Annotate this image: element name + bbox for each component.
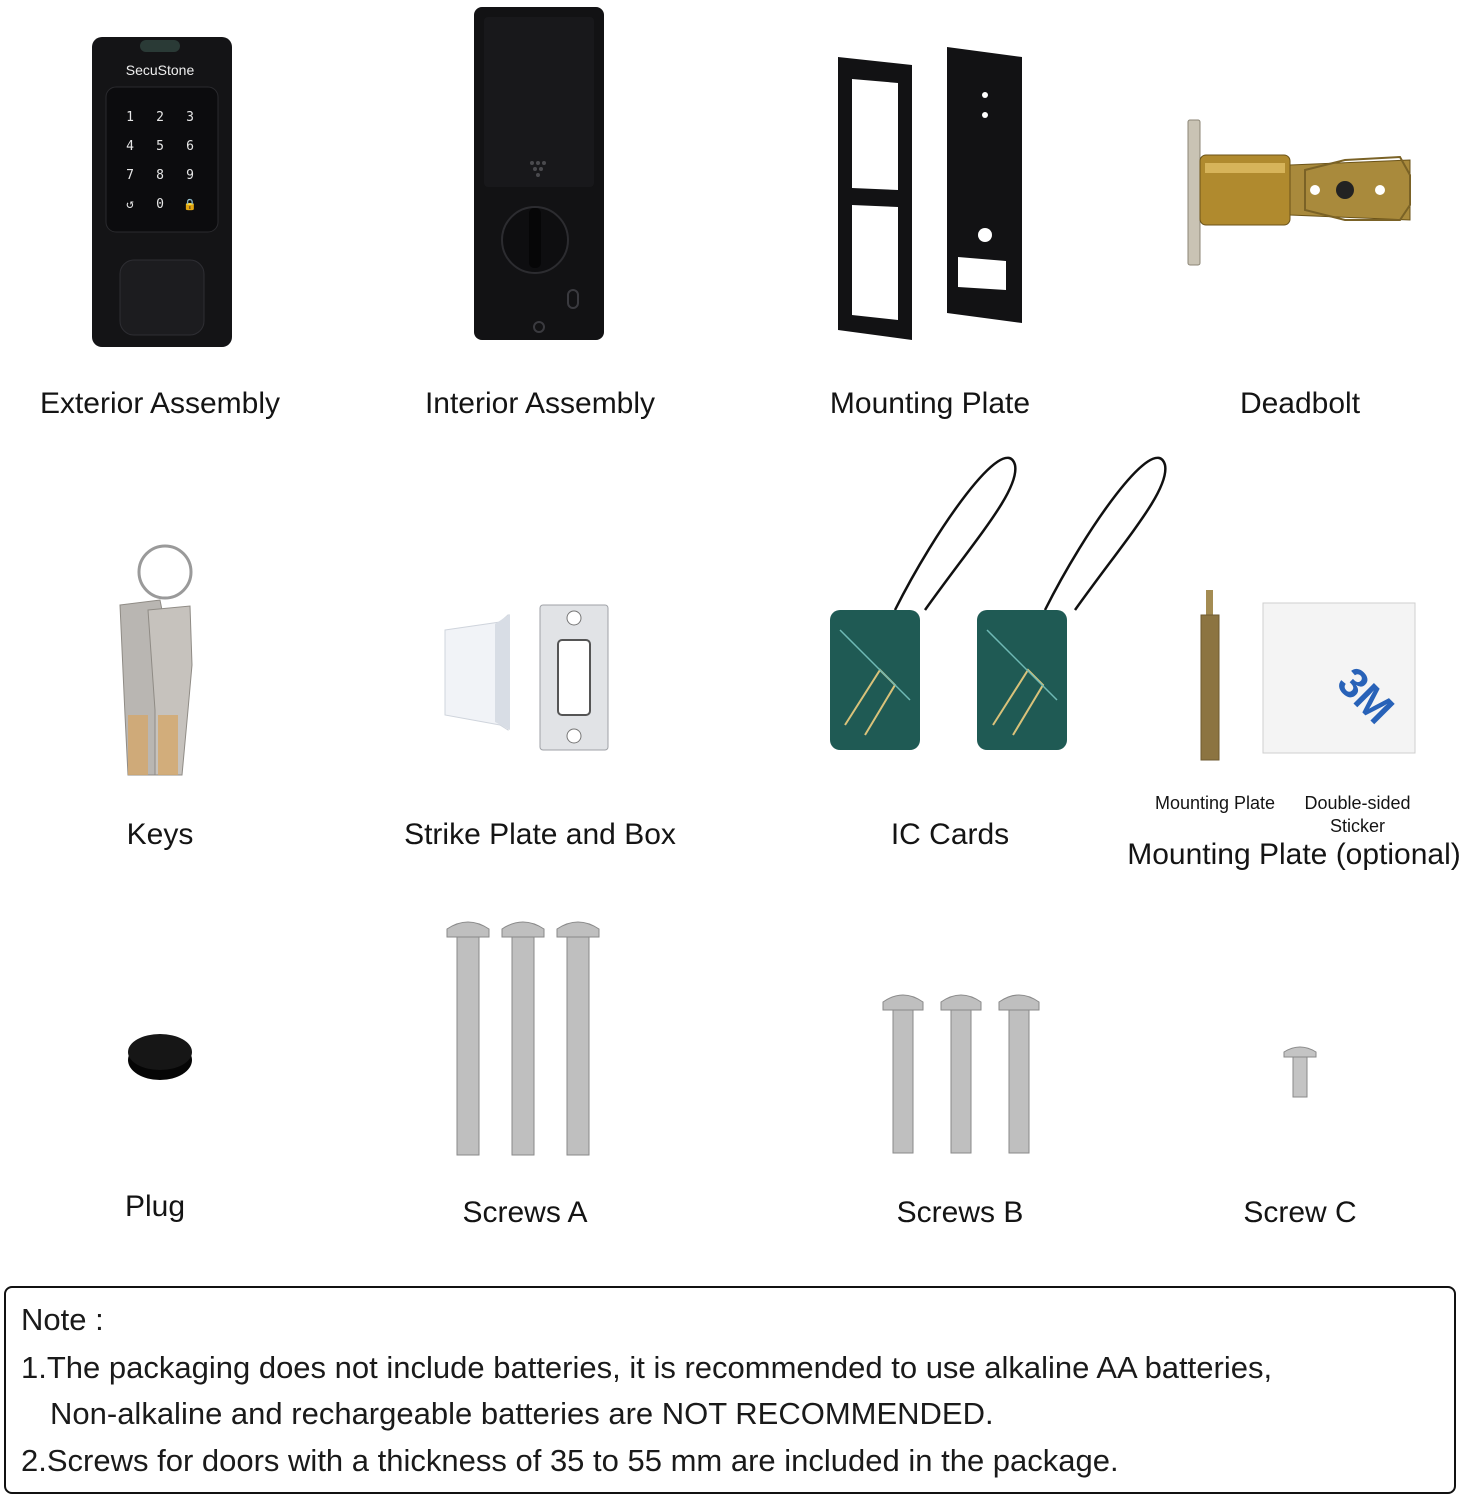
brand-logo: SecuStone [125,62,195,78]
item-label: Mounting Plate [829,387,1031,420]
plug-image [125,1028,195,1083]
keypad-key: 1 [126,110,134,125]
keypad-key: ↺ [126,197,134,212]
keypad-key: 0 [156,197,164,212]
keypad-key: 3 [186,110,194,125]
item-label: Keys [126,818,194,851]
item-label: Screws B [896,1196,1024,1229]
exterior-assembly-image [90,35,235,350]
keys-image [110,540,210,785]
item-label: Exterior Assembly [39,387,281,420]
keypad-key: 2 [156,110,164,125]
tape-brand: 3M [1328,658,1404,733]
note-line-1: 1.The packaging does not include batteries, it is recommended to use alkaline AA batteries, [21,1350,1273,1385]
item-label: Mounting Plate (optional) [1127,838,1461,871]
screw-c-image [1282,1042,1318,1100]
keypad-key: 8 [156,168,164,183]
deadbolt-image [1185,115,1425,270]
note-box [4,1286,1456,1494]
item-label: Screws A [462,1196,588,1229]
strike-plate-image [440,600,620,755]
item-label: Interior Assembly [424,387,656,420]
sub-label-mounting-plate: Mounting Plate [1154,793,1276,813]
item-label: Plug [124,1190,186,1223]
item-label: Deadbolt [1239,387,1361,420]
screws-a-image [440,915,600,1160]
note-line-3: 2.Screws for doors with a thickness of 35 to 55 mm are included in the package. [21,1443,1119,1478]
sub-label-sticker: Double-sided Sticker [1304,793,1411,836]
note-title: Note : [21,1302,104,1337]
ic-cards-image [825,450,1175,755]
mounting-plate-image [830,45,1030,345]
item-label: Screw C [1243,1196,1357,1229]
keypad-key: 🔒 [183,198,197,211]
screws-b-image [880,988,1050,1158]
note-line-2: Non-alkaline and rechargeable batteries are NOT RECOMMENDED. [50,1396,994,1431]
interior-assembly-image [470,5,610,345]
keypad-key: 5 [156,139,164,154]
item-label: Strike Plate and Box [404,818,676,851]
item-label: IC Cards [890,818,1010,851]
keypad-key: 7 [126,168,134,183]
keypad-key: 9 [186,168,194,183]
optional-mounting-image [1195,585,1420,765]
keypad-key: 6 [186,139,194,154]
keypad-key: 4 [126,139,134,154]
